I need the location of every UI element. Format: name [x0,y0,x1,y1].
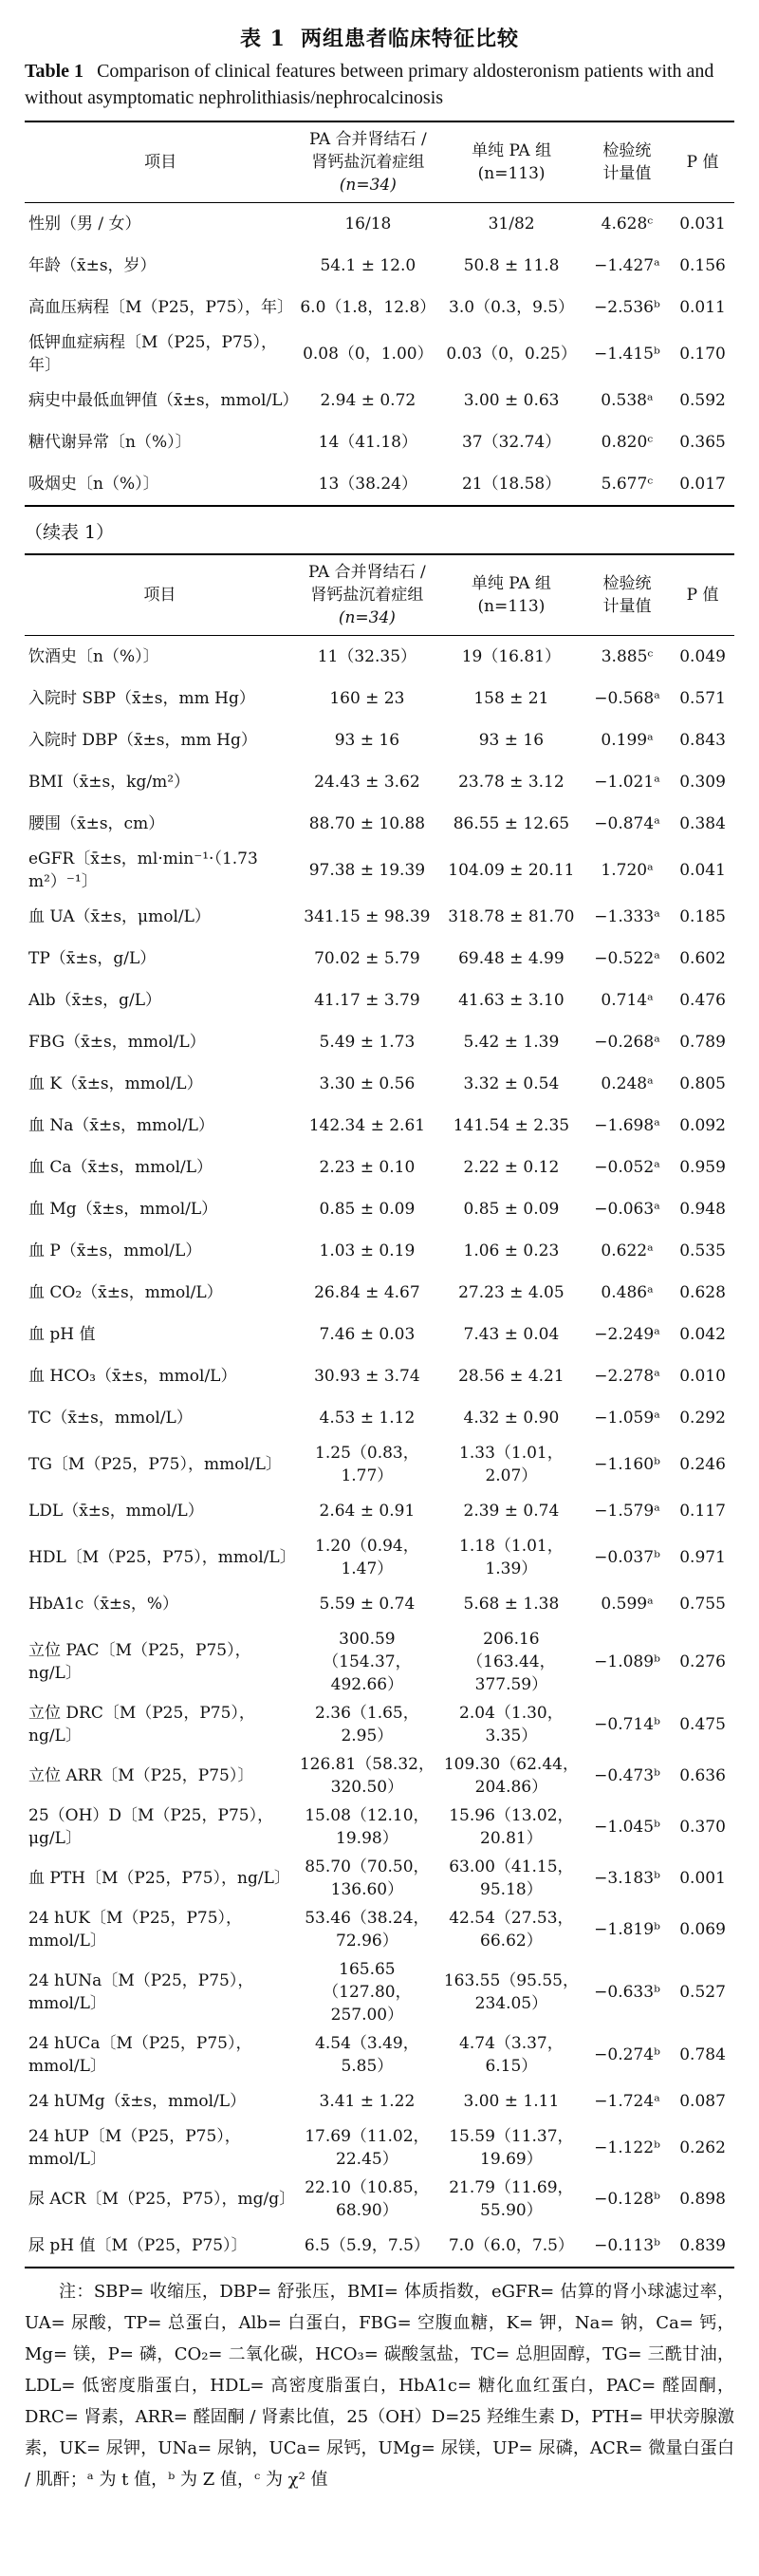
table-row [25,719,734,761]
row-group2: 93 ± 16 [478,731,545,750]
row-p: 0.156 [679,256,726,275]
header-group2-n: (n=113) [477,597,546,616]
row-group1: 0.85 ± 0.09 [319,1200,416,1219]
header-group2 [439,121,583,203]
row-item: Alb（x̄±s，g/L） [28,991,162,1010]
row-group2: 3.0（0.3，9.5） [449,298,575,317]
table-row [25,463,734,506]
row-group1: 15.08（12.10，19.98） [305,1806,430,1848]
table-title-cn-text: 两组患者临床特征比较 [300,27,519,51]
table-row [25,2029,734,2081]
row-p: 0.898 [679,2190,726,2209]
header-group1-line2: 肾钙盐沉着症组 [310,586,424,605]
row-p: 0.087 [679,2092,726,2111]
row-group1: 54.1 ± 12.0 [320,256,417,275]
row-stat: −0.274ᵇ [594,2045,660,2064]
header-group2-line1: 单纯 PA 组 [471,574,551,593]
row-item: 血 PTH〔M（P25，P75），ng/L〕 [28,1869,290,1888]
row-group1: 2.94 ± 0.72 [320,391,417,410]
row-item: 性别（男 / 女） [28,215,141,233]
table-row [25,1397,734,1439]
row-group1: 22.10（10.85，68.90） [305,2178,430,2220]
row-p: 0.041 [679,861,726,880]
row-p: 0.069 [679,1920,726,1939]
table-1-body [25,203,734,507]
table-row [25,1904,734,1955]
row-item: 入院时 DBP（x̄±s，mm Hg） [28,731,257,750]
row-item: HDL〔M（P25，P75），mmol/L〕 [28,1548,296,1567]
row-p: 0.628 [679,1283,726,1302]
row-group2: 0.03（0，0.25） [446,345,577,364]
row-item: 高血压病程〔M（P25，P75），年〕 [28,298,294,317]
row-item: TC（x̄±s，mmol/L） [28,1409,193,1428]
row-item: 病史中最低血钾值（x̄±s，mmol/L） [28,391,299,410]
row-p: 0.839 [679,2236,726,2255]
header-stat [583,554,671,636]
table-1-continued [25,553,734,2268]
row-group1: 4.54（3.49，5.85） [315,2034,419,2076]
row-stat: 0.820ᶜ [601,433,654,452]
row-p: 0.309 [679,773,726,792]
row-group2: 0.85 ± 0.09 [463,1200,560,1219]
row-item: 25（OH）D〔M（P25，P75），μg/L〕 [28,1806,274,1848]
row-stat: 0.248ᵃ [601,1074,654,1093]
row-group2: 50.8 ± 11.8 [463,256,560,275]
row-group1: 70.02 ± 5.79 [314,949,420,968]
row-stat: −0.522ᵃ [594,949,660,968]
row-stat: −0.037ᵇ [594,1548,660,1567]
table-row [25,245,734,287]
table-footnote: 注：SBP= 收缩压，DBP= 舒张压，BMI= 体质指数，eGFR= 估算的肾小球滤过率，UA= 尿酸，TP= 总蛋白，Alb= 白蛋白，FBG= 空腹血糖，K= 钾，Na= 钠，Ca= 钙，Mg= 镁，P= 磷，CO₂= 二氧化碳，HCO₃= 碳酸氢盐，TC= 总胆固醇，TG= 三酰甘油，LDL= 低密度脂蛋白，HDL= 高密度脂蛋白，HbA1c= 糖化血红蛋白，PAC= 醛固酮，DRC= 肾素，ARR= 醛固酮 / 肾素比值，25（OH）D=25 羟维生素 D，PTH= 甲状旁腺激素，UK= 尿钾，UNa= 尿钠，UCa= 尿钙，UMg= 尿镁，UP= 尿磷，ACR= 微量白蛋白 / 肌酐；ᵃ 为 t 值，ᵇ 为 Z 值，ᶜ 为 χ² 值 [25,2282,734,2490]
row-group1: 0.08（0，1.00） [303,345,434,364]
continued-label: （续表 1） [25,522,115,543]
table-row [25,1105,734,1147]
header-stat [583,121,671,203]
header-item: 项目 [144,153,177,172]
row-group2: 206.16（163.44，377.59） [467,1630,556,1694]
row-item: 血 UA（x̄±s，μmol/L） [28,907,211,926]
row-stat: −0.874ᵃ [594,814,660,833]
row-p: 0.602 [679,949,726,968]
row-group2: 28.56 ± 4.21 [458,1367,565,1386]
header-p: P 值 [686,153,719,172]
row-item: 糖代谢异常〔n（%）〕 [28,433,192,452]
table-title-en [25,58,734,111]
row-p: 0.476 [679,991,726,1010]
row-item: 24 hUK〔M（P25，P75），mmol/L〕 [28,1909,243,1951]
row-item: eGFR〔x̄±s，ml·min⁻¹·（1.73 m²）⁻¹〕 [28,849,258,891]
table-row [25,1853,734,1904]
table-row [25,678,734,719]
row-group1: 1.03 ± 0.19 [319,1241,416,1260]
header-group1-line1: PA 合并肾结石 / [308,563,426,582]
row-group2: 3.00 ± 1.11 [463,2092,560,2111]
row-stat: −0.128ᵇ [594,2190,660,2209]
table-row [25,2122,734,2174]
table-row [25,980,734,1021]
row-group2: 163.55（95.55，234.05） [443,1971,579,2013]
table-row [25,287,734,328]
table-row [25,421,734,463]
row-stat: −0.113ᵇ [594,2236,660,2255]
row-p: 0.042 [679,1325,726,1344]
row-stat: 5.677ᶜ [601,475,654,494]
header-stat-line1: 检验统 [602,574,652,593]
row-item: 血 Na（x̄±s，mmol/L） [28,1116,214,1135]
row-item: 血 P（x̄±s，mmol/L） [28,1241,202,1260]
row-p: 0.292 [679,1409,726,1428]
header-stat-line1: 检验统 [602,141,652,160]
table-label-cn: 表 1 [240,27,286,51]
row-item: 血 Ca（x̄±s，mmol/L） [28,1158,213,1177]
row-item: 24 hUMg（x̄±s，mmol/L） [28,2092,247,2111]
row-stat: −1.045ᵇ [594,1818,660,1837]
row-p: 0.636 [679,1766,726,1785]
table-row [25,845,734,896]
row-group1: 53.46（38.24，72.96） [305,1909,430,1951]
row-group2: 27.23 ± 4.05 [458,1283,565,1302]
row-p: 0.948 [679,1200,726,1219]
row-group2: 69.48 ± 4.99 [458,949,565,968]
row-group1: 7.46 ± 0.03 [319,1325,416,1344]
row-group2: 3.00 ± 0.63 [463,391,560,410]
table-row [25,1699,734,1750]
row-group2: 31/82 [488,215,535,233]
row-item: 24 hUCa〔M（P25，P75），mmol/L〕 [28,2034,252,2076]
table-row [25,328,734,380]
row-group1: 160 ± 23 [329,689,405,708]
row-group1: 2.64 ± 0.91 [319,1502,416,1521]
row-group1: 41.17 ± 3.79 [314,991,420,1010]
row-item: 吸烟史〔n（%）〕 [28,475,159,494]
table-row [25,1188,734,1230]
table-label-en: Table 1 [25,61,84,82]
row-group2: 21.79（11.69，55.90） [449,2178,574,2220]
row-group2: 4.32 ± 0.90 [463,1409,560,1428]
table-row [25,380,734,421]
row-group2: 15.59（11.37，19.69） [449,2127,574,2169]
row-stat: 0.622ᵃ [601,1241,654,1260]
table-row [25,1583,734,1625]
row-stat: −1.122ᵇ [594,2138,660,2157]
table-row [25,1750,734,1801]
row-p: 0.011 [679,298,726,317]
row-group1: 142.34 ± 2.61 [308,1116,426,1135]
table-row [25,1230,734,1272]
row-group1: 26.84 ± 4.67 [314,1283,420,1302]
row-stat: −0.568ᵃ [594,689,660,708]
row-p: 0.010 [679,1367,726,1386]
row-group1: 5.49 ± 1.73 [319,1033,416,1052]
row-group1: 3.41 ± 1.22 [319,2092,416,2111]
row-group1: 4.53 ± 1.12 [319,1409,416,1428]
row-item: 尿 pH 值〔M（P25，P75）〕 [28,2236,248,2255]
row-stat: −0.052ᵃ [594,1158,660,1177]
row-stat: 0.199ᵃ [601,731,654,750]
table-row [25,1355,734,1397]
table-title-cn [25,23,734,52]
table-1-header [25,121,734,203]
table-row [25,938,734,980]
row-p: 0.185 [679,907,726,926]
row-group2: 15.96（13.02，20.81） [449,1806,574,1848]
row-item: 血 K（x̄±s，mmol/L） [28,1074,203,1093]
row-group1: 300.59（154.37，492.66） [323,1630,412,1694]
table-row [25,1272,734,1314]
header-group1-n: (n=34) [338,608,396,627]
row-p: 0.755 [679,1595,726,1614]
row-group2: 158 ± 21 [473,689,549,708]
row-p: 0.571 [679,689,726,708]
row-group2: 141.54 ± 2.35 [453,1116,570,1135]
row-item: 血 HCO₃（x̄±s，mmol/L） [28,1367,237,1386]
table-row [25,1147,734,1188]
row-stat: −1.579ᵃ [594,1502,660,1521]
table-2-body [25,636,734,2268]
row-stat: −1.427ᵃ [594,256,660,275]
row-p: 0.971 [679,1548,726,1567]
row-stat: −0.063ᵃ [594,1200,660,1219]
row-group1: 88.70 ± 10.88 [308,814,426,833]
row-p: 0.475 [679,1715,726,1734]
table-1 [25,121,734,507]
table-row [25,2081,734,2122]
row-p: 0.031 [679,215,726,233]
row-item: 年龄（x̄±s，岁） [28,256,157,275]
row-stat: −1.415ᵇ [594,345,660,364]
row-group2: 1.33（1.01，2.07） [459,1444,564,1485]
header-group1 [296,121,439,203]
row-group2: 63.00（41.15，95.18） [449,1857,574,1899]
row-item: 24 hUP〔M（P25，P75），mmol/L〕 [28,2127,241,2169]
table-row [25,1955,734,2029]
row-group2: 318.78 ± 81.70 [448,907,575,926]
row-group2: 5.68 ± 1.38 [463,1595,560,1614]
row-p: 0.370 [679,1818,726,1837]
row-group1: 165.65（127.80，257.00） [323,1960,412,2025]
row-group2: 1.06 ± 0.23 [463,1241,560,1260]
row-stat: −1.021ᵃ [594,773,660,792]
header-group1-line1: PA 合并肾结石 / [308,130,427,149]
row-group2: 86.55 ± 12.65 [453,814,570,833]
row-p: 0.527 [679,1983,726,2002]
row-stat: −0.633ᵇ [594,1983,660,2002]
row-item: 饮酒史〔n（%）〕 [28,647,159,666]
row-p: 0.262 [679,2138,726,2157]
row-p: 0.017 [679,475,726,494]
header-group2-n: (n=113) [477,164,546,183]
row-stat: −1.698ᵃ [594,1116,660,1135]
row-group1: 5.59 ± 0.74 [319,1595,416,1614]
row-group2: 21（18.58） [461,475,562,494]
header-stat-line2: 计量值 [602,597,652,616]
header-group1-line2: 肾钙盐沉着症组 [311,153,425,172]
row-item: 立位 DRC〔M（P25，P75），ng/L〕 [28,1704,255,1745]
row-group2: 41.63 ± 3.10 [458,991,565,1010]
row-p: 0.592 [679,391,726,410]
row-stat: 1.720ᵃ [601,861,654,880]
table-row [25,1532,734,1583]
row-group2: 23.78 ± 3.12 [458,773,565,792]
row-stat: −1.724ᵃ [594,2092,660,2111]
row-p: 0.384 [679,814,726,833]
row-item: TP（x̄±s，g/L） [28,949,157,968]
row-stat: −0.268ᵃ [594,1033,660,1052]
row-p: 0.276 [679,1652,726,1671]
header-group2-line1: 单纯 PA 组 [472,141,552,160]
row-p: 0.365 [679,433,726,452]
row-stat: −1.160ᵇ [594,1455,660,1474]
row-group2: 19（16.81） [461,647,562,666]
row-group1: 2.23 ± 0.10 [319,1158,416,1177]
row-item: FBG（x̄±s，mmol/L） [28,1033,206,1052]
row-group1: 97.38 ± 19.39 [308,861,426,880]
row-item: 血 Mg（x̄±s，mmol/L） [28,1200,218,1219]
row-group1: 16/18 [344,215,392,233]
row-group1: 1.25（0.83，1.77） [315,1444,419,1485]
header-p: P 值 [686,586,719,605]
row-group1: 3.30 ± 0.56 [319,1074,416,1093]
row-group2: 3.32 ± 0.54 [463,1074,560,1093]
row-group1: 17.69（11.02，22.45） [305,2127,430,2169]
row-group2: 5.42 ± 1.39 [463,1033,560,1052]
row-item: BMI（x̄±s，kg/m²） [28,773,191,792]
row-group2: 7.43 ± 0.04 [463,1325,560,1344]
row-item: HbA1c（x̄±s，%） [28,1595,179,1614]
row-group2: 42.54（27.53，66.62） [449,1909,574,1951]
header-group2 [439,554,583,636]
row-stat: −1.089ᵇ [594,1652,660,1671]
row-p: 0.170 [679,345,726,364]
row-item: 低钾血症病程〔M（P25，P75），年〕 [28,333,278,375]
header-group1-n: (n=34) [339,176,397,195]
row-p: 0.092 [679,1116,726,1135]
table-row [25,2225,734,2268]
table-row [25,1021,734,1063]
row-stat: −0.714ᵇ [594,1715,660,1734]
row-group1: 14（41.18） [318,433,417,452]
row-stat: −2.278ᵃ [594,1367,660,1386]
row-stat: −2.249ᵃ [594,1325,660,1344]
row-group2: 2.39 ± 0.74 [463,1502,560,1521]
row-group1: 85.70（70.50，136.60） [305,1857,430,1899]
table-row [25,1314,734,1355]
row-group1: 6.5（5.9，7.5） [304,2236,430,2255]
row-item: 腰围（x̄±s，cm） [28,814,165,833]
row-stat: −1.333ᵃ [594,907,660,926]
table-row [25,803,734,845]
table-row [25,896,734,938]
row-item: LDL（x̄±s，mmol/L） [28,1502,204,1521]
row-group1: 13（38.24） [318,475,417,494]
row-p: 0.805 [679,1074,726,1093]
row-group1: 126.81（58.32，320.50） [299,1755,435,1797]
row-p: 0.843 [679,731,726,750]
row-item: 尿 ACR〔M（P25，P75），mg/g〕 [28,2190,296,2209]
table-title-en-text: Comparison of clinical features between primary aldosteronism patients with and without asymptomatic nephrolithiasis/nephrocalcinosis [25,61,714,108]
row-stat: 4.628ᶜ [601,215,654,233]
row-group1: 24.43 ± 3.62 [314,773,420,792]
header-item: 项目 [143,586,176,605]
row-p: 0.049 [679,647,726,666]
table-row [25,761,734,803]
row-group1: 30.93 ± 3.74 [314,1367,420,1386]
row-group1: 341.15 ± 98.39 [304,907,431,926]
row-stat: −2.536ᵇ [594,298,660,317]
row-group1: 1.20（0.94，1.47） [315,1537,419,1578]
row-stat: −1.059ᵃ [594,1409,660,1428]
row-item: 血 pH 值 [28,1325,96,1344]
row-item: 立位 ARR〔M（P25，P75）〕 [28,1766,254,1785]
row-group1: 6.0（1.8，12.8） [300,298,436,317]
table-row [25,636,734,679]
table-2-header [25,554,734,636]
row-group1: 2.36（1.65，2.95） [315,1704,419,1745]
row-stat: 0.538ᵃ [601,391,654,410]
header-group1 [295,554,439,636]
row-group2: 7.0（6.0，7.5） [448,2236,574,2255]
row-p: 0.246 [679,1455,726,1474]
row-item: 血 CO₂（x̄±s，mmol/L） [28,1283,223,1302]
row-item: 立位 PAC〔M（P25，P75），ng/L〕 [28,1641,251,1683]
row-stat: −1.819ᵇ [594,1920,660,1939]
row-stat: −3.183ᵇ [594,1869,660,1888]
row-group2: 1.18（1.01，1.39） [459,1537,564,1578]
row-stat: 0.599ᵃ [601,1595,654,1614]
row-stat: 0.486ᵃ [601,1283,654,1302]
row-p: 0.117 [679,1502,726,1521]
header-stat-line2: 计量值 [602,164,652,183]
row-group2: 2.04（1.30，3.35） [459,1704,564,1745]
row-group1: 11（32.35） [317,647,417,666]
row-p: 0.535 [679,1241,726,1260]
row-stat: 0.714ᵃ [601,991,654,1010]
row-stat: 3.885ᶜ [601,647,654,666]
row-p: 0.959 [679,1158,726,1177]
table-row [25,1490,734,1532]
row-p: 0.784 [679,2045,726,2064]
row-item: 入院时 SBP（x̄±s，mm Hg） [28,689,255,708]
table-row [25,2174,734,2225]
row-p: 0.789 [679,1033,726,1052]
row-group2: 109.30（62.44，204.86） [443,1755,579,1797]
row-group2: 37（32.74） [461,433,562,452]
row-item: TG〔M（P25，P75），mmol/L〕 [28,1455,282,1474]
table-row [25,1801,734,1853]
table-row [25,203,734,246]
row-item: 24 hUNa〔M（P25，P75），mmol/L〕 [28,1971,254,2013]
row-p: 0.001 [679,1869,726,1888]
row-group1: 93 ± 16 [334,731,400,750]
table-row [25,1063,734,1105]
table-row [25,1625,734,1699]
row-stat: −0.473ᵇ [594,1766,660,1785]
row-group2: 2.22 ± 0.12 [463,1158,560,1177]
table-row [25,1439,734,1490]
row-group2: 4.74（3.37，6.15） [459,2034,564,2076]
row-group2: 104.09 ± 20.11 [448,861,575,880]
